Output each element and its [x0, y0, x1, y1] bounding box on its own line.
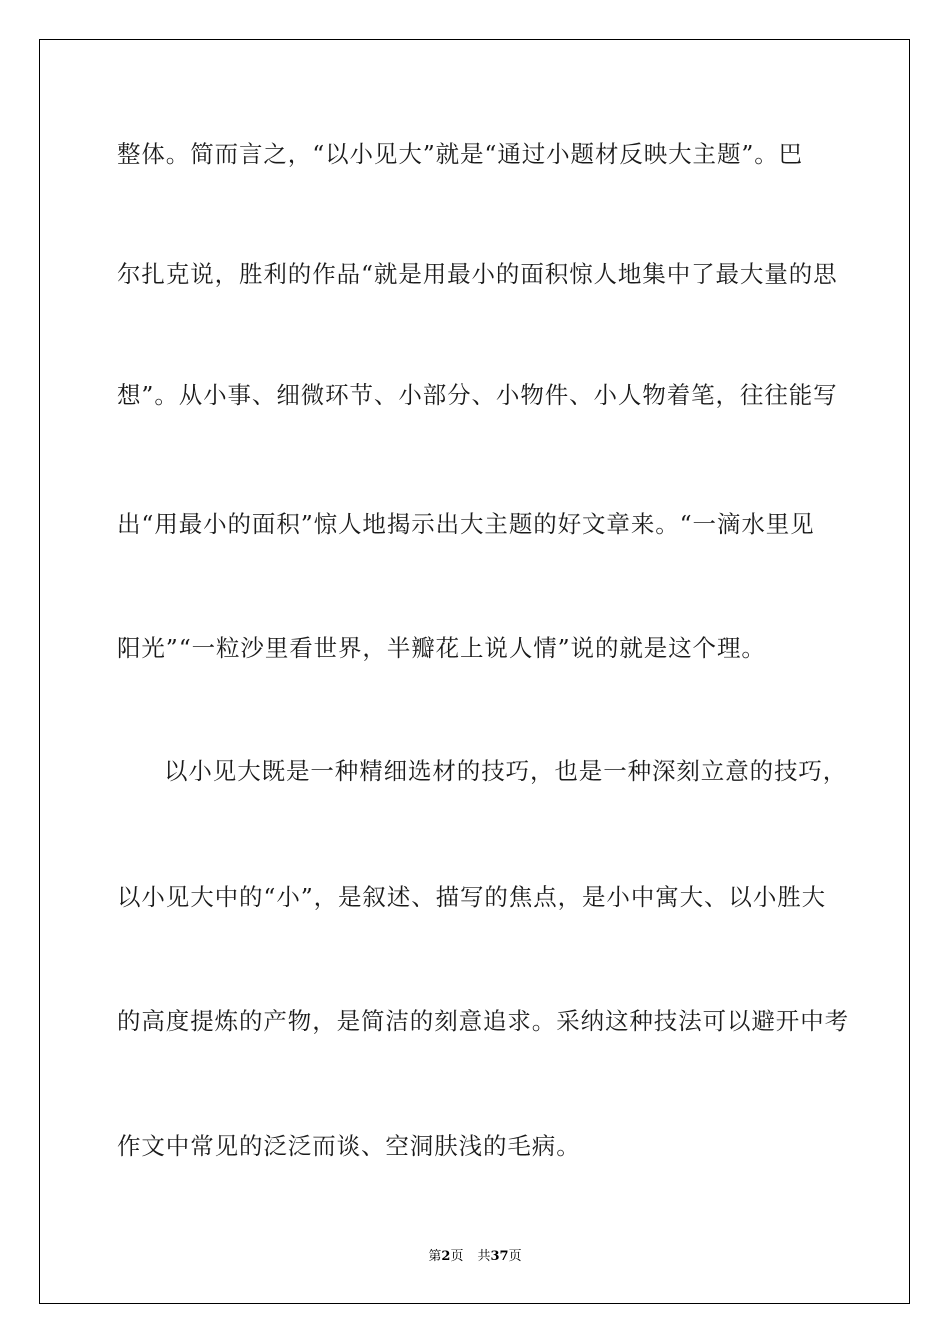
page-suffix: 页 — [450, 1249, 464, 1264]
text-line-7: 以小见大中的“小”，是叙述、描写的焦点，是小中寓大、以小胜大 — [117, 883, 827, 911]
text-line-1: 整体。简而言之，“以小见大”就是“通过小题材反映大主题”。巴 — [117, 140, 804, 168]
total-pages: 37 — [490, 1249, 509, 1264]
text-line-4: 出“用最小的面积”惊人地揭示出大主题的好文章来。“一滴水里见 — [117, 510, 815, 538]
text-line-8: 的高度提炼的产物，是简洁的刻意追求。采纳这种技法可以避开中考 — [117, 1007, 849, 1035]
paragraph-start-line: 以小见大既是一种精细选材的技巧，也是一种深刻立意的技巧， — [164, 757, 848, 785]
page-number: 2 — [441, 1249, 451, 1264]
page-prefix: 第 — [428, 1249, 442, 1264]
total-prefix: 共 — [477, 1249, 491, 1264]
page-footer — [0, 1245, 950, 1264]
text-line-9: 作文中常见的泛泛而谈、空洞肤浅的毛病。 — [117, 1132, 581, 1160]
page-frame — [39, 39, 910, 1304]
text-line-3: 想”。从小事、细微环节、小部分、小物件、小人物着笔，往往能写 — [117, 381, 838, 409]
text-line-5: 阳光”“一粒沙里看世界，半瓣花上说人情”说的就是这个理。 — [117, 634, 766, 662]
text-line-2: 尔扎克说，胜利的作品“就是用最小的面积惊人地集中了最大量的思 — [117, 260, 838, 288]
total-suffix: 页 — [508, 1249, 522, 1264]
